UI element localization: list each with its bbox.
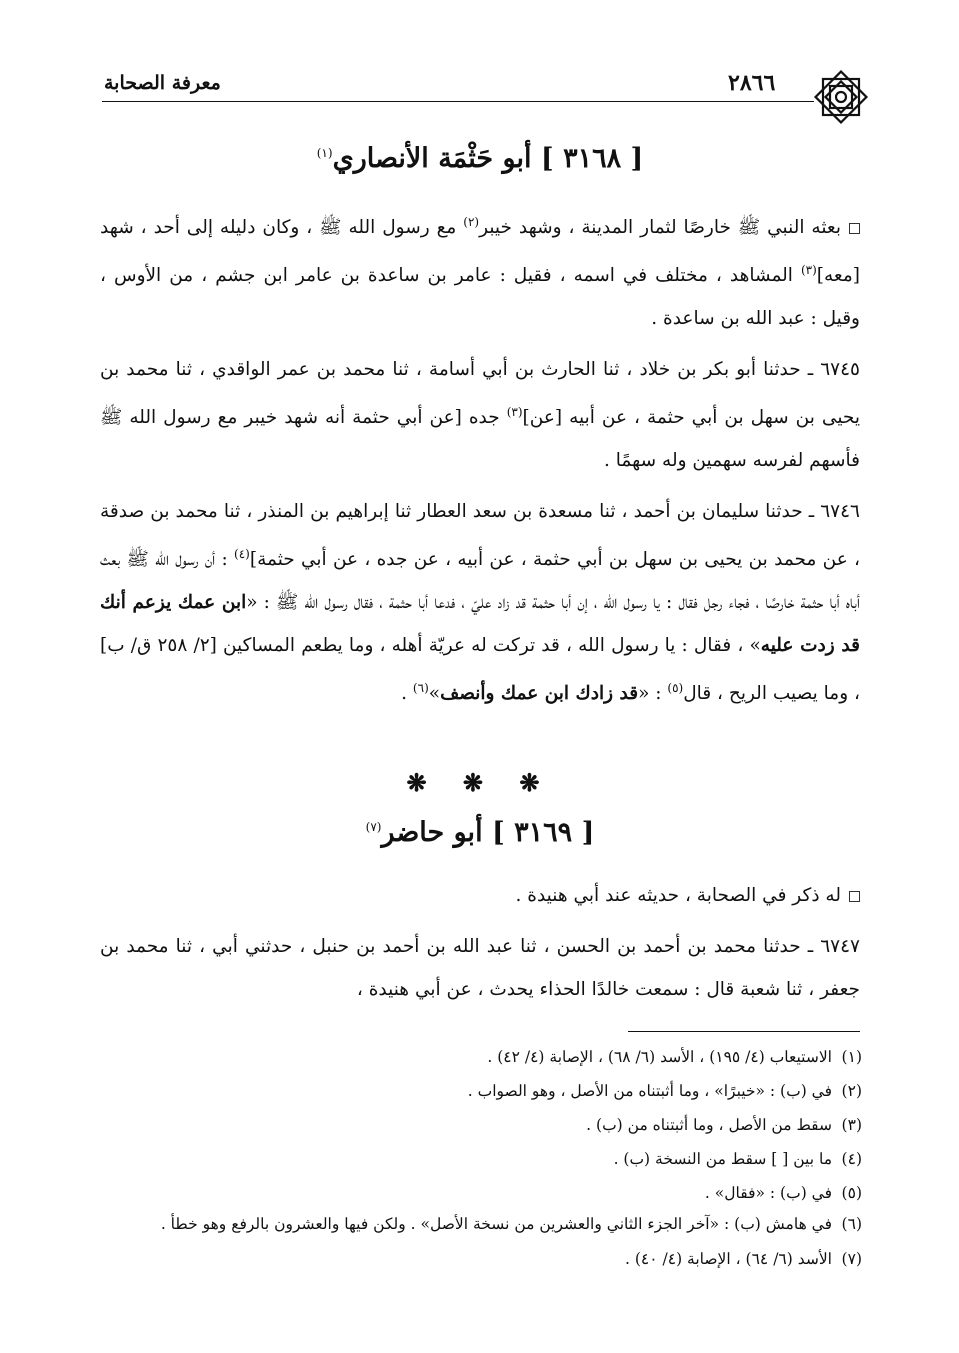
text-run: » ، فقال : يا رسول الله ، قد تركت له عريّة أهله ، وما يطعم المساكين [٢/ ٢٥٨ ق/ ب] ، وما يصيب الريح ، قال: [100, 635, 860, 705]
footnote-number: (٧): [841, 1250, 862, 1268]
square-bullet-icon: [849, 223, 860, 234]
footnote-ref: (٢): [463, 215, 480, 229]
text-run: مع رسول الله ﷺ ، وكان دليله إلى أحد ، شهد [معه]: [100, 217, 860, 287]
footnote-number: (٣): [841, 1116, 862, 1134]
text-run: ٦٧٤٧ ـ حدثنا محمد بن أحمد بن الحسن ، ثنا عبد الله بن أحمد بن حنبل ، حدثني أبي ، ثنا محمد بن جعفر ، ثنا شعبة قال : سمعت خالدًا الحذاء يحدث ، عن أبي هنيدة ،: [100, 936, 860, 1000]
footnote-text: في (ب) : «فقال» .: [704, 1184, 832, 1202]
entry-intro-paragraph: [100, 874, 860, 917]
text-run: : «: [638, 683, 668, 705]
footnote-ref: (٥): [667, 681, 684, 696]
header-rule: [102, 101, 814, 102]
footnote: [100, 1074, 862, 1108]
footnote-text: في هامش (ب) : «آخر الجزء الثاني والعشرين من نسخة الأصل» . ولكن فيها والعشرون بالرفع وهو خطأ .: [160, 1215, 832, 1233]
hadith-6745-paragraph: [100, 348, 860, 482]
footnote: [100, 1210, 862, 1242]
footnote-number: (١): [841, 1048, 862, 1066]
footnotes: [100, 1040, 862, 1276]
hadith-6747-paragraph: [100, 925, 860, 1011]
footnote-ref: (٧): [365, 820, 382, 834]
footnote-ref: (٣): [506, 405, 523, 419]
footnote-text: الاستيعاب (٤/ ١٩٥) ، الأسد (٦/ ٦٨) ، الإصابة (٤/ ٤٢) .: [487, 1048, 832, 1066]
footnote: [100, 1040, 862, 1074]
text-run: .: [401, 683, 413, 705]
octagram-ornament-icon: [812, 68, 870, 126]
footnote-number: (٦): [841, 1215, 862, 1233]
entry-title-text: [ ٣١٦٨ ] أبو حَثْمَة الأنصاري: [332, 143, 644, 174]
footnote-ref: (٣): [800, 263, 817, 278]
footnote: [100, 1142, 862, 1176]
text-run: ٦٧٤٦ ـ حدثنا سليمان بن أحمد ، ثنا مسعدة بن سعد العطار ثنا إبراهيم بن المنذر ، ثنا محمد بن صدقة ، عن محمد بن يحيى بن سهل بن أبي حثمة ، عن أبيه ، عن جده ، عن أبي حثمة]: [100, 501, 860, 571]
footnote-ref: (٦): [412, 681, 429, 696]
entry-title-3169: [100, 817, 860, 848]
text-run: المشاهد ، مختلف في اسمه ، فقيل : عامر بن ساعدة بن عامر ابن جشم ، من الأوس ، وقيل : عبد الله بن ساعدة .: [100, 265, 860, 330]
section-separator: ❋ ❋ ❋: [406, 768, 554, 797]
bold-quote: ابن عمك يزعم أنك قد زدت عليه: [100, 592, 860, 657]
footnote-text: الأسد (٦/ ٦٤) ، الإصابة (٤/ ٤٠) .: [625, 1250, 832, 1268]
text-run: له ذكر في الصحابة ، حديثه عند أبي هنيدة .: [515, 885, 841, 906]
footnote-ref: (١): [316, 146, 333, 160]
text-run: جده [عن أبي حثمة أنه شهد خيبر مع رسول الله ﷺ فأسهم لفرسه سهمين وله سهمًا .: [100, 407, 860, 472]
running-title: معرفة الصحابة: [104, 72, 221, 94]
bold-quote: قد زادك ابن عمك وأنصف: [440, 683, 639, 705]
page-number: ٢٨٦٦: [728, 70, 776, 96]
text-run: بعثه النبي ﷺ خارصًا لثمار المدينة ، وشهد خيبر: [479, 217, 842, 239]
entry-title-3168: [100, 143, 860, 174]
square-bullet-icon: [849, 891, 860, 902]
footnote: [100, 1176, 862, 1210]
text-run: ٦٧٤٥ ـ حدثنا أبو بكر بن خلاد ، ثنا الحارث بن أبي أسامة ، ثنا محمد بن عمر الواقدي ، ثنا محمد بن يحيى بن سهل بن أبي حثمة ، عن أبيه [عن]: [100, 359, 860, 429]
entry-title-text: [ ٣١٦٩ ] أبو حاضر: [381, 817, 595, 848]
footnote-text: ما بين [ ] سقط من النسخة (ب) .: [613, 1150, 832, 1168]
entry-intro-paragraph: [100, 201, 860, 340]
hadith-6746-paragraph: [100, 490, 860, 715]
footnote-ref: (٤): [234, 547, 250, 561]
text-run: »: [428, 683, 441, 705]
footnote-number: (٥): [841, 1184, 862, 1202]
footnote-text: في (ب) : «خيبرًا» ، وما أثبتناه من الأصل ، وهو الصواب .: [467, 1082, 832, 1100]
footnote-number: (٢): [841, 1082, 862, 1100]
footnote-rule: [628, 1031, 860, 1032]
footnote: [100, 1242, 862, 1276]
footnote-text: سقط من الأصل ، وما أثبتناه من (ب) .: [586, 1116, 832, 1134]
footnote: [100, 1108, 862, 1142]
text-run: : أن رسول الله ﷺ بعث أباه أبا حثمة خارصًا ، فجاء رجل فقال : يا رسول الله ، إن أبا حثمة قد زاد عليّ ، فدعا أبا حثمة ، فقال رسول الله ﷺ : «: [100, 549, 860, 614]
footnote-number: (٤): [841, 1150, 862, 1168]
